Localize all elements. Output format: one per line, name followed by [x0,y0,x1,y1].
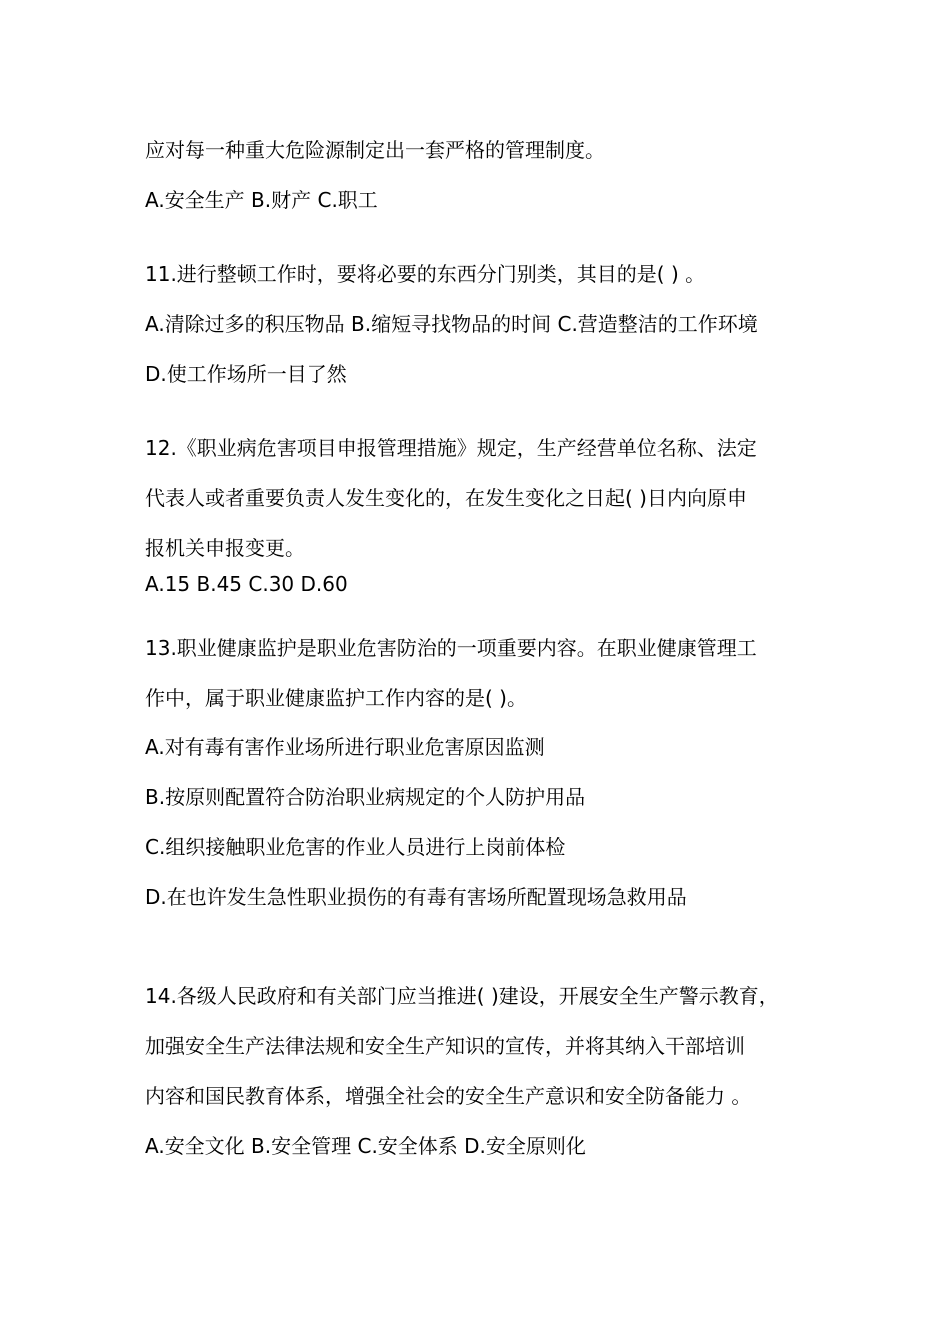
text-line-q12-options: A.15 B.45 C.30 D.60 [145,572,348,596]
text-line-q14-stem-1: 14.各级人民政府和有关部门应当推进( )建设，开展安全生产警示教育， [145,984,779,1008]
text-line-q13-option-c: C.组织接触职业危害的作业人员进行上岗前体检 [145,835,566,859]
text-line-q13-option-d: D.在也许发生急性职业损伤的有毒有害场所配置现场急救用品 [145,885,687,909]
text-line-q12-stem-1: 12.《职业病危害项目申报管理措施》规定，生产经营单位名称、法定 [145,436,757,460]
text-line-q14-stem-2: 加强安全生产法律法规和安全生产知识的宣传，并将其纳入干部培训 [145,1034,745,1058]
text-line-q10-options: A.安全生产 B.财产 C.职工 [145,188,378,212]
text-line-q12-stem-3: 报机关申报变更。 [145,536,305,560]
text-line-q10-stem: 应对每一种重大危险源制定出一套严格的管理制度。 [145,138,605,162]
text-line-q13-option-a: A.对有毒有害作业场所进行职业危害原因监测 [145,735,545,759]
text-line-q13-stem-1: 13.职业健康监护是职业危害防治的一项重要内容。在职业健康管理工 [145,636,757,660]
text-line-q14-options: A.安全文化 B.安全管理 C.安全体系 D.安全原则化 [145,1134,586,1158]
text-line-q11-stem: 11.进行整顿工作时，要将必要的东西分门别类，其目的是( ) 。 [145,262,706,286]
text-line-q13-option-b: B.按原则配置符合防治职业病规定的个人防护用品 [145,785,586,809]
text-line-q11-options-2: D.使工作场所一目了然 [145,362,347,386]
text-line-q13-stem-2: 作中，属于职业健康监护工作内容的是( )。 [145,686,527,710]
text-line-q12-stem-2: 代表人或者重要负责人发生变化的，在发生变化之日起( )日内向原申 [145,486,747,510]
text-line-q11-options-1: A.清除过多的积压物品 B.缩短寻找物品的时间 C.营造整洁的工作环境 [145,312,758,336]
text-line-q14-stem-3: 内容和国民教育体系，增强全社会的安全生产意识和安全防备能力 。 [145,1084,752,1108]
